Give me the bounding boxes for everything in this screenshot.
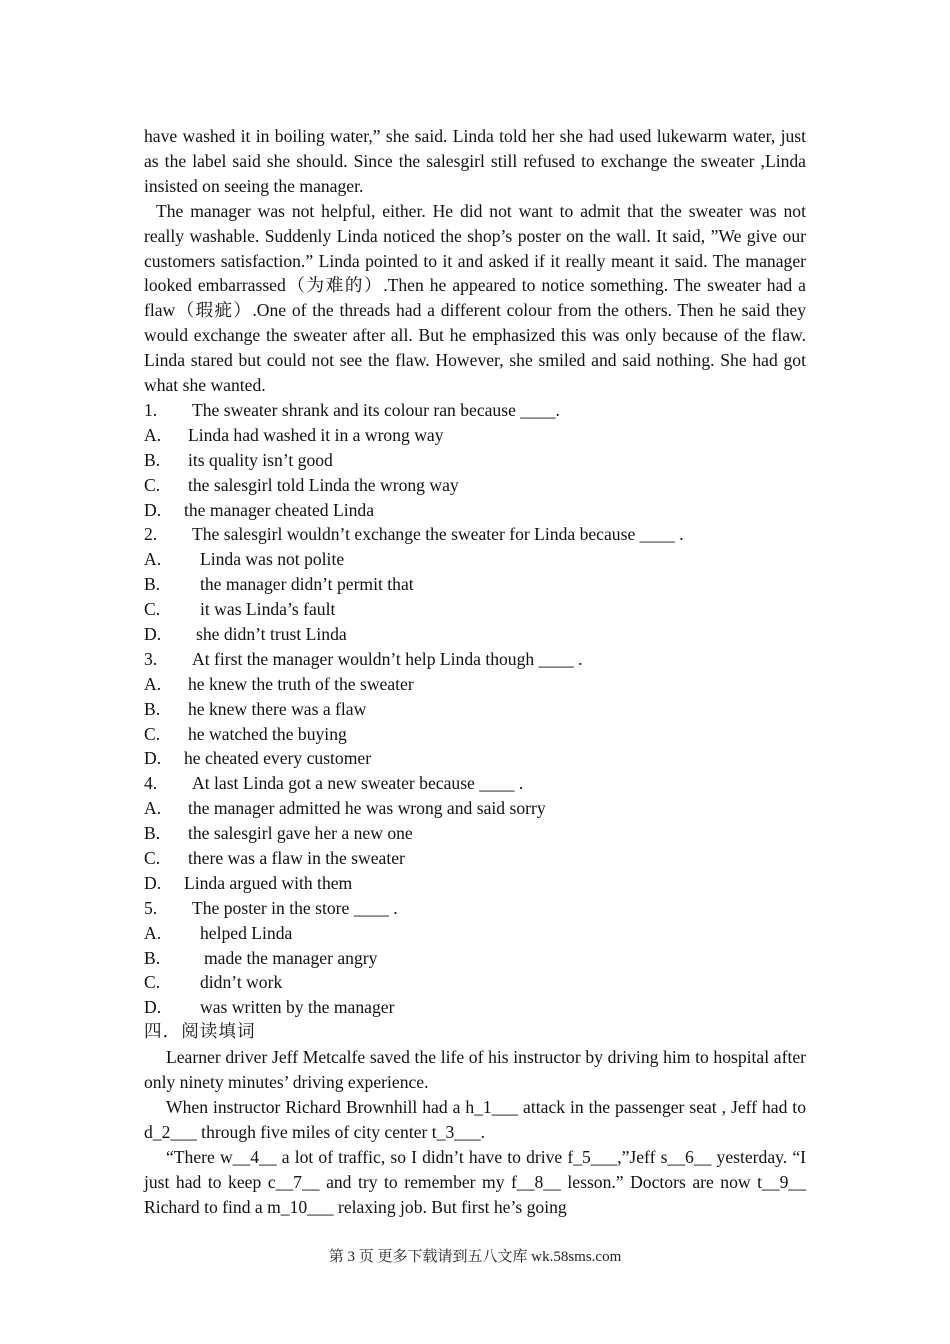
option-text: didn’t work [200,972,283,993]
option-text: helped Linda [200,922,293,943]
option-letter: C. [144,972,161,993]
passage-paragraph-1: have washed it in boiling water,” she said. Linda told her she had used lukewarm water, just as the label said she should. Since the salesgirl still refused to exchange the sweater ,Linda insisted on seeing the manager. [144,126,806,196]
option-text: he knew there was a flaw [188,698,367,719]
question-number: 4. [144,773,158,794]
option-text: was written by the manager [200,997,395,1018]
option-letter: B. [144,449,161,470]
answer-option [144,921,806,946]
answer-option [144,970,806,995]
option-letter: C. [144,474,161,495]
question-text: The sweater shrank and its colour ran because ____. [192,399,560,420]
question-number: 2. [144,524,158,545]
option-letter: B. [144,574,161,595]
option-text: Linda was not polite [200,549,345,570]
option-text: Linda argued with them [184,872,353,893]
option-letter: C. [144,599,161,620]
question-stem [144,398,806,423]
answer-option [144,697,806,722]
answer-option [144,448,806,473]
option-letter: D. [144,623,162,644]
option-letter: D. [144,872,162,893]
question-number: 3. [144,648,158,669]
question-text: The salesgirl wouldn’t exchange the sweater for Linda because ____ . [192,524,684,545]
option-text: the salesgirl gave her a new one [188,823,413,844]
cloze-paragraph-3: “There w__4__ a lot of traffic, so I didn’t have to drive f_5___,”Jeff s__6__ yesterday. “I just had to keep c__7__ and try to remember my f__8__ lesson.” Doctors are now t__9__ Richard to find a m_10___ relaxing job. But first he’s going [144,1146,806,1217]
answer-option [144,846,806,871]
option-letter: A. [144,549,162,570]
answer-option [144,672,806,697]
answer-option [144,547,806,572]
answer-option [144,722,806,747]
option-letter: B. [144,698,161,719]
section-heading: 四．阅读填词 [144,1022,256,1043]
page-footer: 第 3 页 更多下载请到五八文库 wk.58sms.com [328,1249,622,1265]
option-letter: C. [144,723,161,744]
option-letter: D. [144,997,162,1018]
option-letter: A. [144,922,162,943]
option-text: the manager cheated Linda [184,499,375,520]
question-stem [144,896,806,921]
answer-option [144,597,806,622]
question-text: At last Linda got a new sweater because ____ . [192,773,524,794]
answer-option [144,871,806,896]
option-letter: C. [144,848,161,868]
option-text: made the manager angry [204,947,378,968]
option-text: the manager admitted he was wrong and said sorry [188,798,546,819]
option-text: he cheated every customer [184,748,372,769]
option-text: it was Linda’s fault [200,599,336,620]
answer-option [144,946,806,971]
answer-option [144,821,806,846]
option-text: Linda had washed it in a wrong way [188,424,444,445]
answer-option [144,572,806,597]
answer-option [144,622,806,647]
option-letter: A. [144,798,162,819]
option-letter: B. [144,947,161,968]
question-stem [144,647,806,672]
cloze-paragraph-2: When instructor Richard Brownhill had a h_1___ attack in the passenger seat , Jeff had to d_2___ through five miles of city center t_3___. [144,1096,806,1142]
option-letter: D. [144,748,162,769]
answer-option [144,473,806,498]
option-letter: D. [144,499,162,520]
document-page [144,124,806,1219]
option-letter: B. [144,823,161,844]
option-text: the manager didn’t permit that [200,574,414,595]
option-text: she didn’t trust Linda [196,623,347,644]
answer-option [144,995,806,1020]
answer-option [144,498,806,523]
question-number: 5. [144,897,158,918]
question-list [144,398,806,1020]
option-letter: A. [144,673,162,694]
option-text: its quality isn’t good [188,449,333,470]
question-text: At first the manager wouldn’t help Linda though ____ . [192,648,583,669]
question-stem [144,522,806,547]
option-text: the salesgirl told Linda the wrong way [188,474,459,495]
passage-paragraph-2: The manager was not helpful, either. He did not want to admit that the sweater was not really washable. Suddenly Linda noticed the shop’s poster on the wall. It said, ”We give our customers satisfaction.” Linda pointed to it and asked if it really meant it said. The manager looked embarrassed（为难的）.Then he appeared to notice something. The sweater had a flaw（瑕疵）.One of the threads had a different colour from the others. Then he said they would exchange the sweater after all. But he emphasized this was only because of the flaw. Linda stared but could not see the flaw. However, she smiled and said nothing. She had got what she wanted. [144,200,806,396]
question-number: 1. [144,399,158,420]
answer-option [144,423,806,448]
option-text: he knew the truth of the sweater [188,673,414,694]
answer-option [144,796,806,821]
option-text: he watched the buying [188,723,347,744]
question-stem [144,771,806,796]
option-text: there was a flaw in the sweater [188,848,405,868]
cloze-paragraph-1: Learner driver Jeff Metcalfe saved the life of his instructor by driving him to hospital after only ninety minutes’ driving experience. [144,1047,806,1093]
question-text: The poster in the store ____ . [192,897,398,918]
answer-option [144,746,806,771]
option-letter: A. [144,424,162,445]
